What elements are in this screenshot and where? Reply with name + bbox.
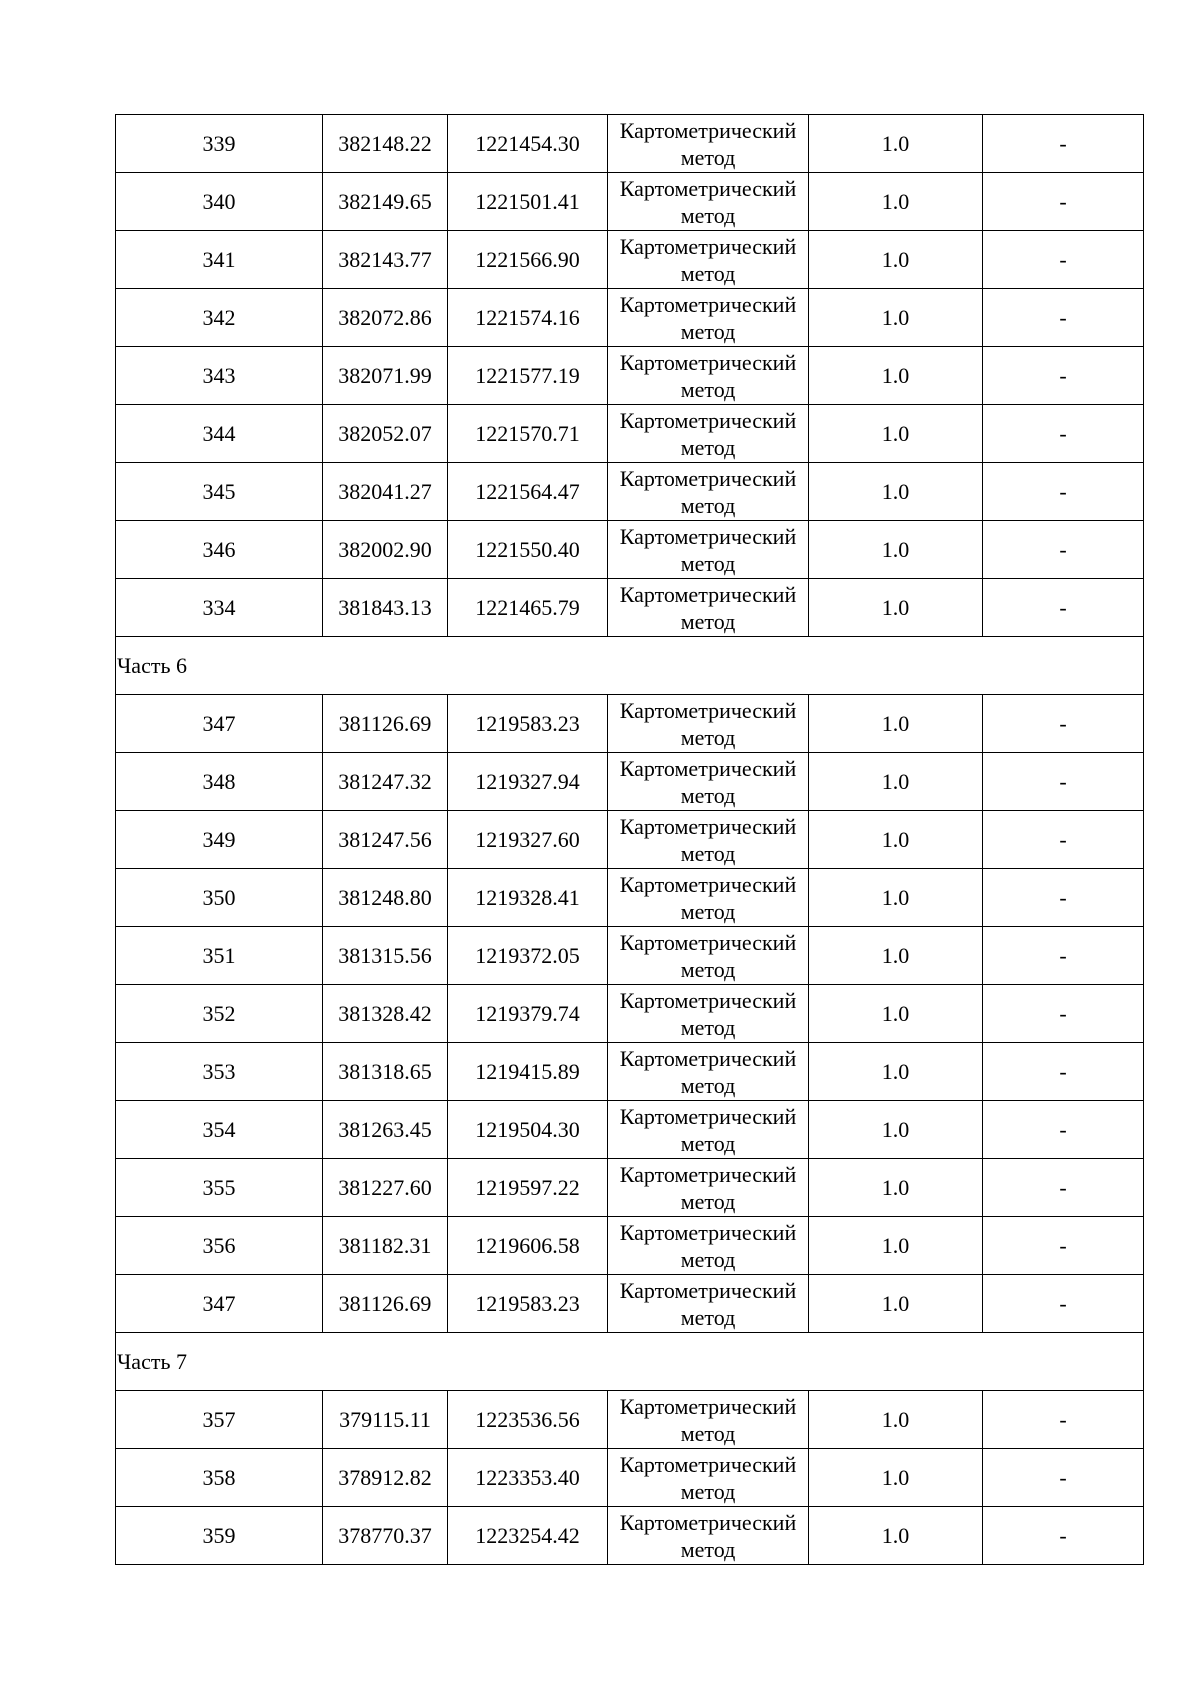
x-coordinate-cell: 378912.82 xyxy=(323,1449,448,1507)
point-number-cell: 343 xyxy=(116,347,323,405)
x-coordinate-cell: 381126.69 xyxy=(323,1275,448,1333)
table-row xyxy=(116,579,1144,637)
section-row xyxy=(116,637,1144,695)
method-text: Картометрический xyxy=(619,813,797,839)
method-cell xyxy=(608,695,809,753)
method-cell xyxy=(608,115,809,173)
accuracy-cell: 1.0 xyxy=(809,405,983,463)
method-text: метод xyxy=(680,1420,736,1446)
method-text: метод xyxy=(680,1304,736,1330)
y-coordinate-cell: 1221550.40 xyxy=(448,521,608,579)
section-title: Часть 6 xyxy=(116,637,1144,695)
table-row xyxy=(116,521,1144,579)
note-cell: - xyxy=(983,347,1144,405)
y-coordinate-cell: 1223536.56 xyxy=(448,1391,608,1449)
method-text: метод xyxy=(680,1188,736,1214)
method-text: Картометрический xyxy=(619,291,797,317)
point-number-cell: 356 xyxy=(116,1217,323,1275)
method-text: Картометрический xyxy=(619,581,797,607)
method-text: Картометрический xyxy=(619,117,797,143)
table-row xyxy=(116,985,1144,1043)
x-coordinate-cell: 382072.86 xyxy=(323,289,448,347)
section-title: Часть 7 xyxy=(116,1333,1144,1391)
y-coordinate-cell: 1221564.47 xyxy=(448,463,608,521)
note-cell: - xyxy=(983,1391,1144,1449)
note-cell: - xyxy=(983,463,1144,521)
accuracy-cell: 1.0 xyxy=(809,1043,983,1101)
y-coordinate-cell: 1221566.90 xyxy=(448,231,608,289)
method-cell xyxy=(608,521,809,579)
note-cell: - xyxy=(983,927,1144,985)
method-cell xyxy=(608,753,809,811)
table-row xyxy=(116,173,1144,231)
accuracy-cell: 1.0 xyxy=(809,1159,983,1217)
method-cell xyxy=(608,1043,809,1101)
method-cell xyxy=(608,1159,809,1217)
x-coordinate-cell: 381247.56 xyxy=(323,811,448,869)
note-cell: - xyxy=(983,811,1144,869)
accuracy-cell: 1.0 xyxy=(809,753,983,811)
note-cell: - xyxy=(983,1101,1144,1159)
table-row xyxy=(116,1043,1144,1101)
accuracy-cell: 1.0 xyxy=(809,869,983,927)
point-number-cell: 358 xyxy=(116,1449,323,1507)
method-text: метод xyxy=(680,1014,736,1040)
method-cell xyxy=(608,1449,809,1507)
accuracy-cell: 1.0 xyxy=(809,521,983,579)
method-text: метод xyxy=(680,144,736,170)
y-coordinate-cell: 1219606.58 xyxy=(448,1217,608,1275)
note-cell: - xyxy=(983,579,1144,637)
y-coordinate-cell: 1223254.42 xyxy=(448,1507,608,1565)
method-text: Картометрический xyxy=(619,1045,797,1071)
method-cell xyxy=(608,405,809,463)
x-coordinate-cell: 382002.90 xyxy=(323,521,448,579)
note-cell: - xyxy=(983,1217,1144,1275)
y-coordinate-cell: 1221454.30 xyxy=(448,115,608,173)
accuracy-cell: 1.0 xyxy=(809,1391,983,1449)
y-coordinate-cell: 1219583.23 xyxy=(448,695,608,753)
method-text: Картометрический xyxy=(619,1393,797,1419)
x-coordinate-cell: 382052.07 xyxy=(323,405,448,463)
note-cell: - xyxy=(983,405,1144,463)
method-text: метод xyxy=(680,608,736,634)
method-text: Картометрический xyxy=(619,1161,797,1187)
accuracy-cell: 1.0 xyxy=(809,463,983,521)
point-number-cell: 349 xyxy=(116,811,323,869)
method-text: Картометрический xyxy=(619,1219,797,1245)
method-text: метод xyxy=(680,1246,736,1272)
method-text: Картометрический xyxy=(619,523,797,549)
accuracy-cell: 1.0 xyxy=(809,289,983,347)
method-text: метод xyxy=(680,434,736,460)
x-coordinate-cell: 382143.77 xyxy=(323,231,448,289)
point-number-cell: 359 xyxy=(116,1507,323,1565)
y-coordinate-cell: 1221574.16 xyxy=(448,289,608,347)
x-coordinate-cell: 381182.31 xyxy=(323,1217,448,1275)
y-coordinate-cell: 1219372.05 xyxy=(448,927,608,985)
table-row xyxy=(116,347,1144,405)
point-number-cell: 351 xyxy=(116,927,323,985)
table-row xyxy=(116,115,1144,173)
x-coordinate-cell: 381247.32 xyxy=(323,753,448,811)
point-number-cell: 344 xyxy=(116,405,323,463)
x-coordinate-cell: 382149.65 xyxy=(323,173,448,231)
method-text: метод xyxy=(680,318,736,344)
method-text: Картометрический xyxy=(619,929,797,955)
accuracy-cell: 1.0 xyxy=(809,1217,983,1275)
x-coordinate-cell: 382041.27 xyxy=(323,463,448,521)
point-number-cell: 341 xyxy=(116,231,323,289)
note-cell: - xyxy=(983,1043,1144,1101)
method-text: Картометрический xyxy=(619,755,797,781)
accuracy-cell: 1.0 xyxy=(809,1449,983,1507)
method-cell xyxy=(608,1391,809,1449)
method-text: метод xyxy=(680,898,736,924)
method-cell xyxy=(608,463,809,521)
y-coordinate-cell: 1219583.23 xyxy=(448,1275,608,1333)
note-cell: - xyxy=(983,289,1144,347)
note-cell: - xyxy=(983,115,1144,173)
method-text: Картометрический xyxy=(619,349,797,375)
point-number-cell: 340 xyxy=(116,173,323,231)
accuracy-cell: 1.0 xyxy=(809,1507,983,1565)
table-row xyxy=(116,463,1144,521)
x-coordinate-cell: 382148.22 xyxy=(323,115,448,173)
point-number-cell: 348 xyxy=(116,753,323,811)
method-cell xyxy=(608,289,809,347)
x-coordinate-cell: 382071.99 xyxy=(323,347,448,405)
table-row xyxy=(116,1391,1144,1449)
accuracy-cell: 1.0 xyxy=(809,927,983,985)
point-number-cell: 355 xyxy=(116,1159,323,1217)
method-text: Картометрический xyxy=(619,697,797,723)
method-text: Картометрический xyxy=(619,1277,797,1303)
note-cell: - xyxy=(983,521,1144,579)
table-row xyxy=(116,1159,1144,1217)
method-text: метод xyxy=(680,1478,736,1504)
accuracy-cell: 1.0 xyxy=(809,231,983,289)
accuracy-cell: 1.0 xyxy=(809,173,983,231)
coordinates-table-body xyxy=(116,115,1144,1565)
method-text: Картометрический xyxy=(619,871,797,897)
point-number-cell: 347 xyxy=(116,695,323,753)
point-number-cell: 334 xyxy=(116,579,323,637)
method-cell xyxy=(608,927,809,985)
x-coordinate-cell: 381126.69 xyxy=(323,695,448,753)
table-row xyxy=(116,405,1144,463)
note-cell: - xyxy=(983,869,1144,927)
point-number-cell: 339 xyxy=(116,115,323,173)
method-cell xyxy=(608,1507,809,1565)
method-text: метод xyxy=(680,1130,736,1156)
note-cell: - xyxy=(983,753,1144,811)
note-cell: - xyxy=(983,1507,1144,1565)
x-coordinate-cell: 381248.80 xyxy=(323,869,448,927)
method-text: Картометрический xyxy=(619,407,797,433)
note-cell: - xyxy=(983,1449,1144,1507)
method-text: метод xyxy=(680,376,736,402)
note-cell: - xyxy=(983,1159,1144,1217)
method-text: Картометрический xyxy=(619,1451,797,1477)
method-cell xyxy=(608,869,809,927)
method-text: метод xyxy=(680,260,736,286)
x-coordinate-cell: 381315.56 xyxy=(323,927,448,985)
table-row xyxy=(116,1449,1144,1507)
method-cell xyxy=(608,811,809,869)
method-text: метод xyxy=(680,202,736,228)
x-coordinate-cell: 379115.11 xyxy=(323,1391,448,1449)
y-coordinate-cell: 1219327.94 xyxy=(448,753,608,811)
method-cell xyxy=(608,579,809,637)
accuracy-cell: 1.0 xyxy=(809,695,983,753)
method-cell xyxy=(608,231,809,289)
table-row xyxy=(116,811,1144,869)
table-row xyxy=(116,753,1144,811)
point-number-cell: 352 xyxy=(116,985,323,1043)
y-coordinate-cell: 1219415.89 xyxy=(448,1043,608,1101)
x-coordinate-cell: 381843.13 xyxy=(323,579,448,637)
table-row xyxy=(116,289,1144,347)
method-text: Картометрический xyxy=(619,175,797,201)
point-number-cell: 353 xyxy=(116,1043,323,1101)
accuracy-cell: 1.0 xyxy=(809,1275,983,1333)
point-number-cell: 357 xyxy=(116,1391,323,1449)
table-row xyxy=(116,1101,1144,1159)
point-number-cell: 354 xyxy=(116,1101,323,1159)
table-row xyxy=(116,927,1144,985)
accuracy-cell: 1.0 xyxy=(809,115,983,173)
method-cell xyxy=(608,985,809,1043)
point-number-cell: 346 xyxy=(116,521,323,579)
note-cell: - xyxy=(983,231,1144,289)
method-text: метод xyxy=(680,724,736,750)
method-text: Картометрический xyxy=(619,1103,797,1129)
accuracy-cell: 1.0 xyxy=(809,811,983,869)
method-cell xyxy=(608,1101,809,1159)
method-text: Картометрический xyxy=(619,987,797,1013)
coordinates-table xyxy=(115,114,1144,1565)
x-coordinate-cell: 381318.65 xyxy=(323,1043,448,1101)
method-cell xyxy=(608,173,809,231)
x-coordinate-cell: 381263.45 xyxy=(323,1101,448,1159)
method-text: метод xyxy=(680,956,736,982)
note-cell: - xyxy=(983,173,1144,231)
point-number-cell: 350 xyxy=(116,869,323,927)
table-row xyxy=(116,231,1144,289)
method-text: метод xyxy=(680,1072,736,1098)
method-text: метод xyxy=(680,492,736,518)
method-cell xyxy=(608,1217,809,1275)
method-text: Картометрический xyxy=(619,465,797,491)
method-text: метод xyxy=(680,1536,736,1562)
point-number-cell: 347 xyxy=(116,1275,323,1333)
y-coordinate-cell: 1219379.74 xyxy=(448,985,608,1043)
note-cell: - xyxy=(983,1275,1144,1333)
accuracy-cell: 1.0 xyxy=(809,1101,983,1159)
table-row xyxy=(116,869,1144,927)
method-text: метод xyxy=(680,782,736,808)
y-coordinate-cell: 1219327.60 xyxy=(448,811,608,869)
method-cell xyxy=(608,347,809,405)
x-coordinate-cell: 381328.42 xyxy=(323,985,448,1043)
method-text: Картометрический xyxy=(619,1509,797,1535)
table-row xyxy=(116,1275,1144,1333)
table-row xyxy=(116,695,1144,753)
y-coordinate-cell: 1221465.79 xyxy=(448,579,608,637)
note-cell: - xyxy=(983,985,1144,1043)
method-cell xyxy=(608,1275,809,1333)
section-row xyxy=(116,1333,1144,1391)
x-coordinate-cell: 378770.37 xyxy=(323,1507,448,1565)
accuracy-cell: 1.0 xyxy=(809,985,983,1043)
accuracy-cell: 1.0 xyxy=(809,579,983,637)
y-coordinate-cell: 1221577.19 xyxy=(448,347,608,405)
y-coordinate-cell: 1223353.40 xyxy=(448,1449,608,1507)
y-coordinate-cell: 1221570.71 xyxy=(448,405,608,463)
y-coordinate-cell: 1219597.22 xyxy=(448,1159,608,1217)
table-row xyxy=(116,1217,1144,1275)
x-coordinate-cell: 381227.60 xyxy=(323,1159,448,1217)
method-text: метод xyxy=(680,550,736,576)
y-coordinate-cell: 1221501.41 xyxy=(448,173,608,231)
table-row xyxy=(116,1507,1144,1565)
point-number-cell: 345 xyxy=(116,463,323,521)
y-coordinate-cell: 1219504.30 xyxy=(448,1101,608,1159)
method-text: Картометрический xyxy=(619,233,797,259)
accuracy-cell: 1.0 xyxy=(809,347,983,405)
method-text: метод xyxy=(680,840,736,866)
y-coordinate-cell: 1219328.41 xyxy=(448,869,608,927)
note-cell: - xyxy=(983,695,1144,753)
point-number-cell: 342 xyxy=(116,289,323,347)
